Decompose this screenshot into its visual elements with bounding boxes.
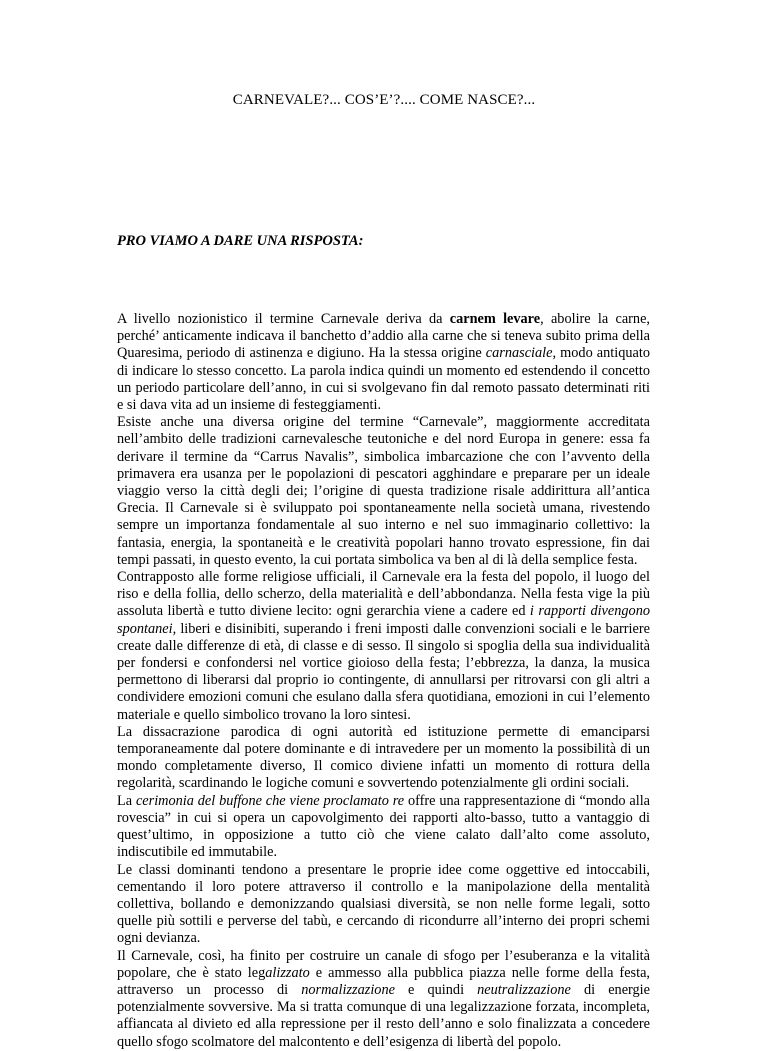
- paragraph-dissacrazione: [117, 724, 650, 793]
- text-run: offre una rappresentazione di “mondo alla rovescia” in cui si opera un capovolgimento dei rapporti alto-basso, tutto a vantaggio di quest’ultimo, in opposizione a tutto ciò che viene calato dall’alto come assoluto, indiscutibile ed immutabile.: [117, 792, 651, 861]
- page-title: CARNEVALE?... COS’E’?.... COME NASCE?...: [232, 92, 536, 108]
- text-run: , abolire la carne, perché’ anticamente indicava il banchetto d’addio alla carne che si teneva subito prima della Quaresima, periodo di astinenza e digiuno. Ha la stessa origine: [117, 311, 650, 362]
- text-run: modo antiquato di indicare lo stesso concetto. La parola indica quindi un momento ed estendendo il concetto un periodo particolare dell’anno, in cui si svolgevano fin dal remoto passato determinati riti e si dava vita ad un insieme di festeggiamenti.: [117, 345, 650, 414]
- text-run: Esiste anche una diversa origine del termine “Carnevale”, maggiormente accreditata nell’ambito delle tradizioni carnevalesche teutoniche e del nord Europa in genere: essa fa derivare il termine da “Carrus Navalis”, simbolica imbarcazione che con l’avvento della primavera era usanza per le popolazioni di pescatori agghindare e preparare per un ideale viaggio verso la città degli dei; l’origine di questa tradizione risale addirittura all’antica Grecia. Il Carnevale si è sviluppato poi spontaneamente nella società umana, rivestendo sempre un importanza fondamentale al suo interno e nel suo immaginario collettivo: la fantasia, energia, la spontaneità e le creatività popolari hanno trovato espressione, fin dai tempi passati, in questo evento, la cui portata simbolica va ben al di là della semplice festa.: [117, 414, 650, 568]
- emphasis-italic: neutralizzazione: [477, 981, 571, 998]
- text-run: e quindi: [394, 981, 478, 998]
- emphasis-italic: carnasciale,: [485, 345, 557, 362]
- paragraph-festa-del-popolo: [117, 569, 650, 724]
- paragraph-buffone: [117, 793, 650, 862]
- body-text: [117, 311, 650, 1051]
- emphasis-italic: alizzato: [265, 964, 310, 981]
- paragraph-canale-di-sfogo: [117, 948, 650, 1051]
- emphasis-italic: cerimonia del buffone che viene proclamato re: [135, 792, 405, 809]
- emphasis-bold: carnem levare: [449, 311, 541, 327]
- text-run: e ammesso alla pubblica piazza nelle forme della festa, attraverso un processo di: [117, 964, 650, 998]
- text-run: La dissacrazione parodica di ogni autorità ed istituzione permette di emanciparsi temporaneamente dal potere dominante e di intravedere per un momento la possibilità di un mondo completamente diverso, Il comico diviene infatti un momento di rottura della regolarità, scardinando le logiche comuni e sovvertendo potenzialmente gli ordini sociali.: [117, 723, 650, 792]
- emphasis-italic: normalizzazione: [301, 981, 395, 998]
- text-run: liberi e disinibiti, superando i freni imposti dalle convenzioni sociali e le barriere create dalle differenze di età, di classe e di sesso. Il singolo si spoglia della sua individualità per fondersi e confondersi nel vortice gioioso della festa; l’ebbrezza, la danza, la musica permettono di liberarsi dal proprio io contingente, di annullarsi per ritrovarsi con gli altri a condividere emozioni comuni che esulano dalla sfera quotidiana, emozioni in cui l’elemento materiale e quello simbolico trovano la loro sintesi.: [117, 620, 650, 723]
- paragraph-classi-dominanti: [117, 862, 650, 948]
- text-run: La: [117, 792, 136, 809]
- text-run: Contrapposto alle forme religiose ufficiali, il Carnevale era la festa del popolo, il luogo del riso e della follia, dello scherzo, della materialità e dell’abbondanza. Nella festa vige la più assoluta libertà e tutto diviene lecito: ogni gerarchia viene a cadere ed: [117, 569, 650, 620]
- emphasis-italic: i rapporti divengono spontanei,: [117, 603, 650, 637]
- text-run: A livello nozionistico il termine Carnevale deriva da: [117, 311, 450, 327]
- paragraph-carrus-navalis: [117, 414, 650, 569]
- text-run: Le classi dominanti tendono a presentare le proprie idee come oggettive ed intoccabili, cementando il loro potere attraverso il controllo e la manipolazione della mentalità collettiva, bollando e demonizzando qualsiasi diversità, se non nelle forme legali, sotto quelle più sottili e perverse del tabù, e cercando di ricondurre all’interno dei propri schemi ogni devianza.: [117, 861, 650, 947]
- section-subtitle: PRO VIAMO A DARE UNA RISPOSTA:: [117, 233, 364, 249]
- paragraph-etymology: [117, 311, 650, 414]
- text-run: di energie potenzialmente sovversive. Ma si tratta comunque di una legalizzazione forzata, incompleta, affiancata al divieto ed alla repressione per il resto dell’anno e solo finalizzata a concedere quello sfogo scolmatore del malcontento e dell’esigenza di libertà del popolo.: [117, 981, 651, 1050]
- text-run: Il Carnevale, così, ha finito per costruire un canale di sfogo per l’esuberanza e la vitalità popolare, che è stato leg: [117, 947, 650, 981]
